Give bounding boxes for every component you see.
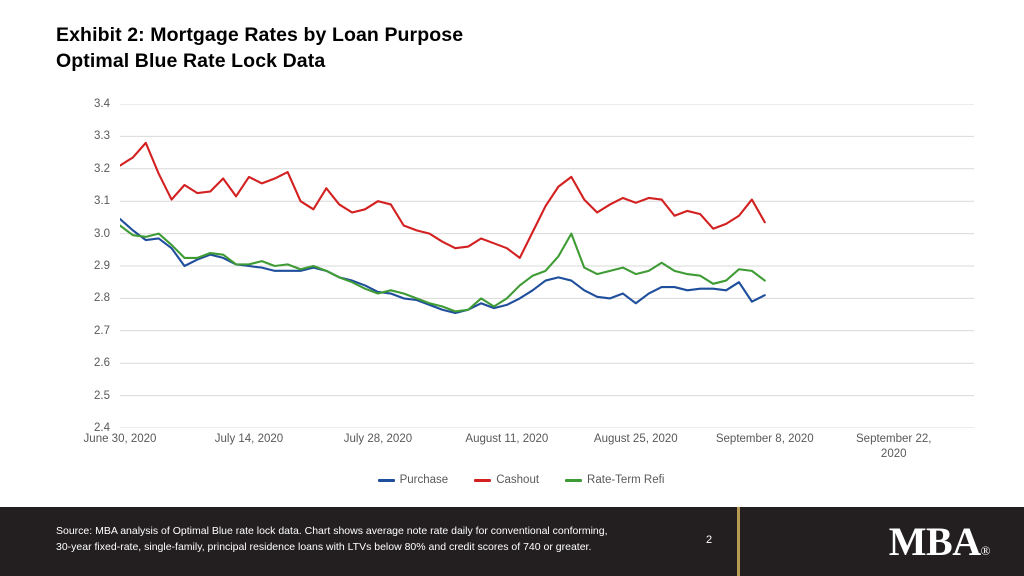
legend-swatch-icon [474,479,491,482]
registered-mark-icon: ® [980,543,990,558]
legend-item[interactable] [565,474,664,486]
slide-footer [0,507,1024,576]
footer-source-note [56,523,696,555]
x-axis-tick-label: July 14, 2020 [214,433,284,445]
plot-area [120,104,974,428]
footer-divider [737,507,740,576]
legend-label: Purchase [399,474,449,486]
y-axis-tick-label: 2.9 [94,260,110,272]
x-axis-tick-label: September 8, 2020 [715,433,814,445]
title-line-2: Optimal Blue Rate Lock Data [56,50,326,72]
x-axis-tick-label: August 11, 2020 [465,433,549,445]
legend-swatch-icon [378,479,395,482]
legend-item[interactable] [378,474,449,486]
y-axis-tick-label: 2.8 [94,292,110,305]
legend-swatch-icon [565,479,582,482]
title-line-1: Exhibit 2: Mortgage Rates by Loan Purpose [56,24,464,46]
page-title [56,22,856,74]
chart-legend [56,474,986,486]
y-axis-labels [56,98,116,434]
x-axis-tick-label: August 25, 2020 [593,433,678,445]
mba-logo [889,518,990,565]
y-axis-tick-label: 2.5 [94,389,110,402]
series-line [120,143,765,258]
legend-item[interactable] [474,474,539,486]
x-axis-labels [83,432,974,472]
y-axis-tick-label: 2.4 [94,422,110,434]
x-axis-tick-label: July 28, 2020 [343,433,413,445]
chart-svg [120,104,974,428]
footer-source-line-2: 30-year fixed-rate, single-family, principal residence loans with LTVs below 80% and credit scores of 740 or greater. [56,541,592,553]
y-axis-tick-label: 3.1 [94,195,110,208]
x-axis-tick-label-line: 2020 [880,448,907,460]
x-axis-tick-label [856,432,931,462]
y-axis-tick-label: 2.7 [94,324,110,337]
footer-source-line-1: Source: MBA analysis of Optimal Blue rate lock data. Chart shows average note rate daily for conventional conforming, [56,525,608,537]
legend-label: Rate-Term Refi [587,474,665,486]
chart [56,88,986,498]
mba-logo-text: MBA [888,519,981,564]
page-number: 2 [706,534,713,546]
y-axis-tick-label: 3.2 [94,162,110,175]
x-axis-tick-label-line: September 22, [856,433,932,445]
x-axis-tick-label: June 30, 2020 [83,433,157,445]
y-axis-tick-label: 2.6 [94,357,110,370]
y-axis-tick-label: 3.0 [94,227,110,240]
y-axis-tick-label: 3.3 [94,130,110,143]
legend-label: Cashout [496,474,540,486]
y-axis-tick-label: 3.4 [94,98,110,110]
